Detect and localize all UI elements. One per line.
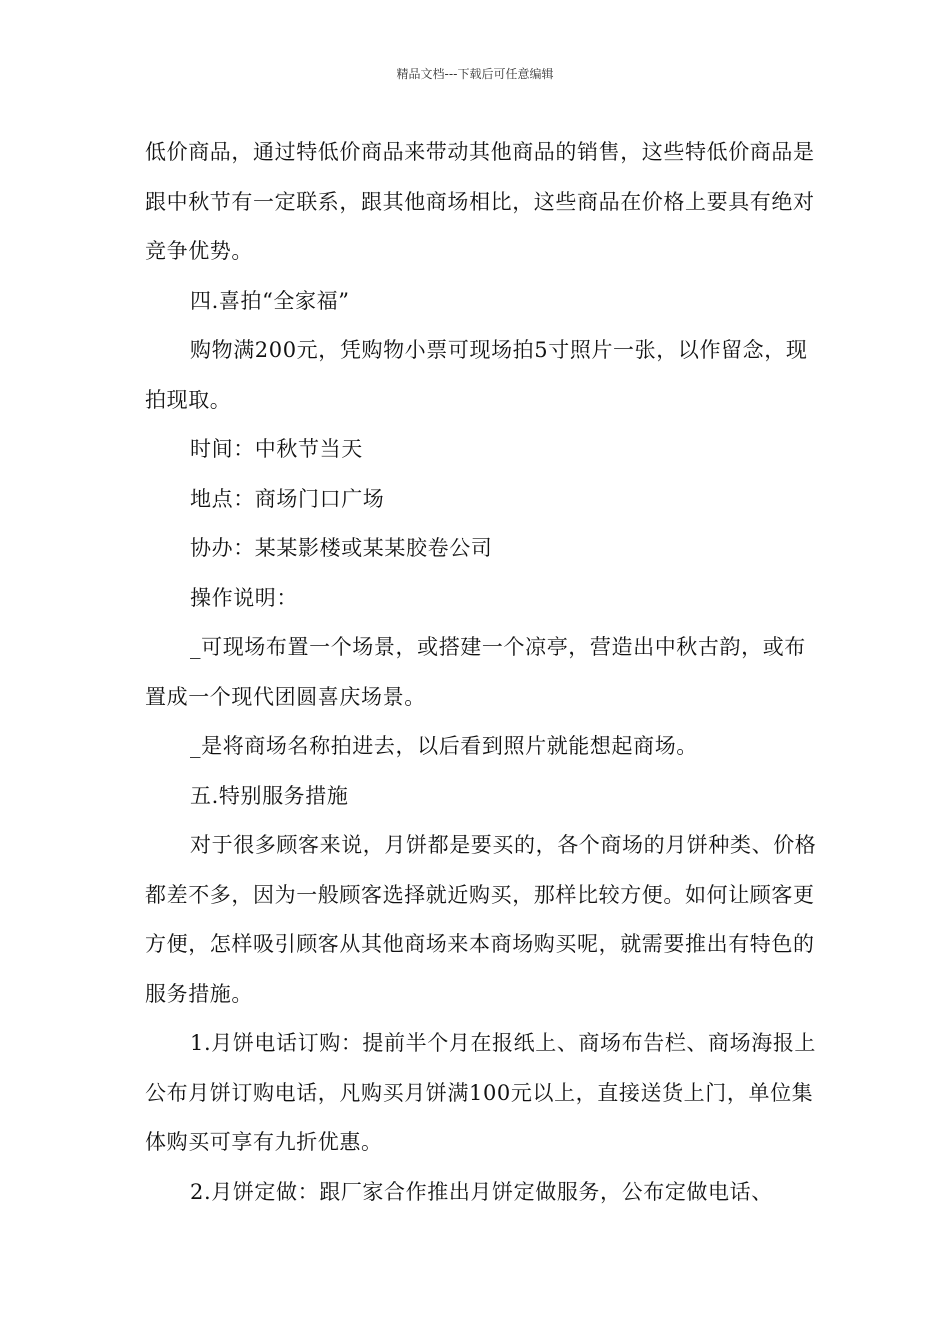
paragraph-phone-ordering: 1.月饼电话订购：提前半个月在报纸上、商场布告栏、商场海报上公布月饼订购电话，凡购买月饼满100元以上，直接送货上门，单位集体购买可享有九折优惠。 [145, 1031, 817, 1154]
paragraph-location: 地点：商场门口广场 [190, 486, 385, 511]
paragraph-operation-notes: 操作说明： [190, 585, 298, 610]
paragraph-co-organizer: 协办：某某影楼或某某胶卷公司 [190, 536, 493, 560]
page-header: 精品文档---下载后可任意编辑 [396, 67, 554, 81]
document-body [145, 128, 825, 1217]
paragraph-time: 时间：中秋节当天 [190, 437, 363, 461]
section-heading-special-services: 五.特别服务措施 [190, 783, 349, 808]
paragraph-service-intro: 对于很多顾客来说，月饼都是要买的，各个商场的月饼种类、价格都差不多，因为一般顾客选择就近购买，那样比较方便。如何让顾客更方便，怎样吸引顾客从其他商场来本商场购买呢，就需要推出有特色的服务措施。 [145, 833, 817, 1006]
paragraph-photo-offer: 购物满200元，凭购物小票可现场拍5寸照片一张，以作留念，现拍现取。 [145, 338, 808, 412]
section-heading-family-photo: 四.喜拍“全家福” [190, 288, 350, 313]
paragraph-custom-mooncake: 2.月饼定做：跟厂家合作推出月饼定做服务，公布定做电话、 [190, 1179, 773, 1204]
paragraph-scene-setup: _可现场布置一个场景，或搭建一个凉亭，营造出中秋古韵，或布置成一个现代团圆喜庆场景。 [145, 635, 806, 709]
paragraph-store-name-photo: _是将商场名称拍进去，以后看到照片就能想起商场。 [190, 734, 698, 758]
paragraph-low-price-goods: 低价商品，通过特低价商品来带动其他商品的销售，这些特低价商品是跟中秋节有一定联系，跟其他商场相比，这些商品在价格上要具有绝对竞争优势。 [145, 140, 815, 263]
